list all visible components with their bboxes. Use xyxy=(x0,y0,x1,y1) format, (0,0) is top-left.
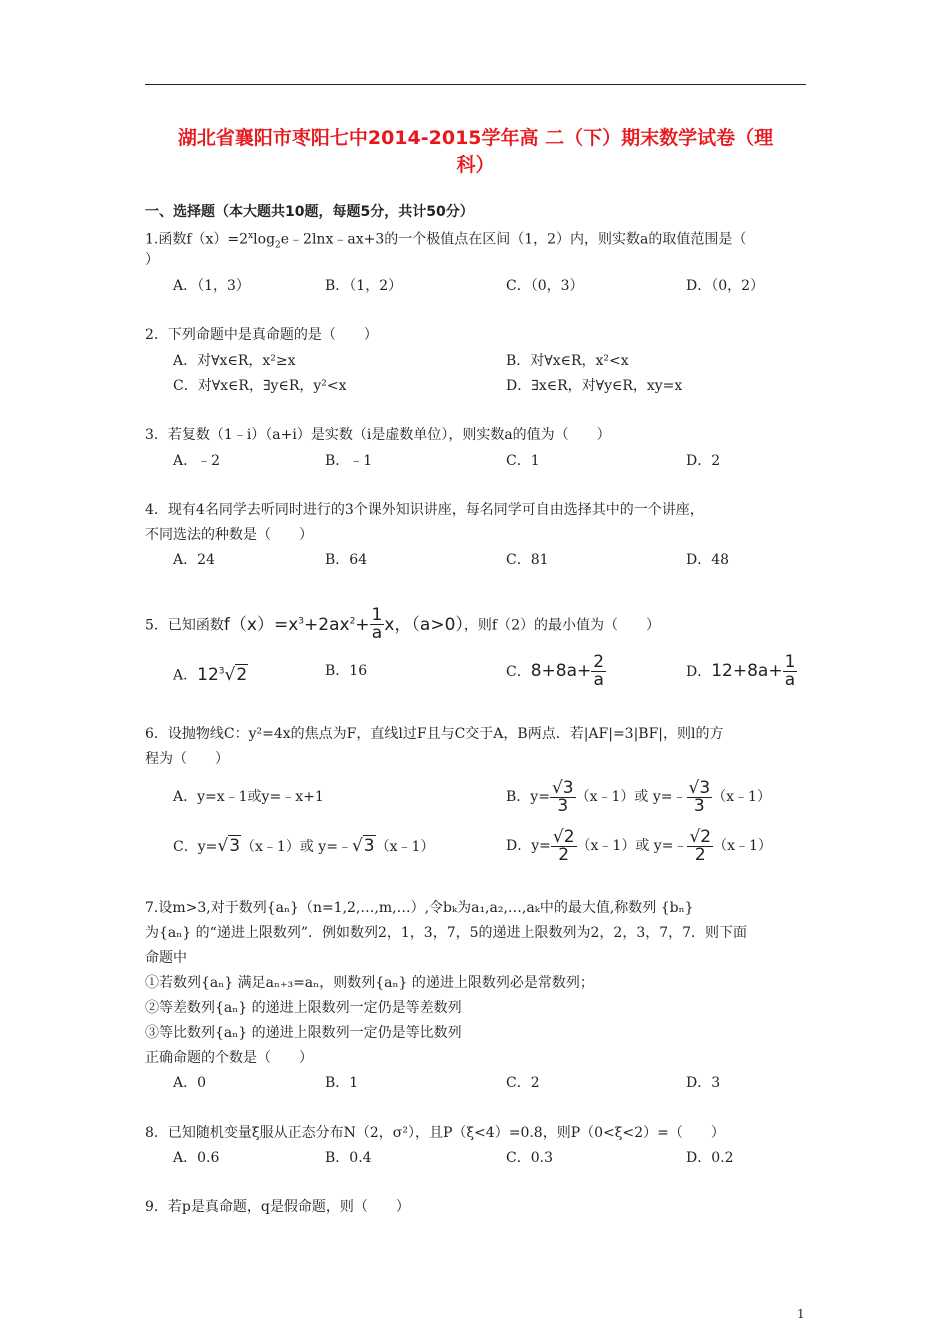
q3-option-c: C．1 xyxy=(506,453,540,469)
q5-option-a: A．$12^3√2$ xyxy=(173,664,248,685)
document-title xyxy=(145,125,806,179)
q8-option-c: C．0.3 xyxy=(506,1150,553,1166)
q1-stem-line1: 1.函数$f(x)=2^x\log_2e﹣2\ln x﹣ax+3$的一个极值点在区间（1，2）内，则实数a的取值范围是（ xyxy=(145,231,747,251)
q5-stem: 5．已知函数$f(x)=x^3+2ax^2+$ $\frac{1}{a}$ x，（a>0），则f（2）的最小值为（ ） xyxy=(145,605,661,644)
q6-option-c: C．y=√3（x﹣1）或 y=﹣√3（x﹣1） xyxy=(173,836,435,856)
q5-fraction: $\frac{1}{a}$ xyxy=(371,605,383,644)
q4-stem-line2: 不同选法的种数是（ ） xyxy=(145,527,313,543)
q6-stem-line2: 程为（ ） xyxy=(145,751,229,767)
q7-stem-line2: 为{aₙ} 的“递进上限数列”．例如数列2，1，3，7，5的递进上限数列为2，2，3，7，7．则下面 xyxy=(145,925,748,941)
q5-option-d: D．12+8a+ $\frac{1}{a}$ xyxy=(686,651,796,690)
page-number: 1 xyxy=(797,1307,805,1321)
q3-option-d: D．2 xyxy=(686,453,721,469)
q2-option-c: C．对∀x∈R，∃y∈R，y²<x xyxy=(173,378,347,394)
q7-stem-line1: 7.设m>3,对于数列{aₙ}（n=1,2,…,m,…）,令bₖ为a₁,a₂,…,aₖ中的最大值,称数列 {bₙ} xyxy=(145,900,694,916)
header-rule xyxy=(145,84,806,85)
q4-option-d: D．48 xyxy=(686,552,730,568)
q7-statement-1: ①若数列{aₙ} 满足aₙ₊₃=aₙ，则数列{aₙ} 的递进上限数列必是常数列； xyxy=(145,975,594,991)
q7-statement-2: ②等差数列{aₙ} 的递进上限数列一定仍是等差数列 xyxy=(145,1000,462,1016)
q2-option-a: A．对∀x∈R，x²≥x xyxy=(173,353,296,369)
q9-stem: 9．若p是真命题，q是假命题，则（ ） xyxy=(145,1199,410,1215)
q8-option-a: A．0.6 xyxy=(173,1150,220,1166)
q2-option-d: D．∃x∈R，对∀y∈R，xy=x xyxy=(506,378,683,394)
q6-option-b: B．y= $\frac{√3}{3}$ （x﹣1）或 y=﹣ $\frac{√3}{3}$ （x﹣1） xyxy=(506,777,771,816)
q8-option-d: D．0.2 xyxy=(686,1150,734,1166)
q5-option-b: B．16 xyxy=(325,663,368,679)
title-line-2: 科） xyxy=(456,154,495,176)
q3-stem: 3．若复数（1﹣i）（a+i）是实数（i是虚数单位），则实数a的值为（ ） xyxy=(145,427,611,443)
q8-option-b: B．0.4 xyxy=(325,1150,372,1166)
q1-stem-line2: ） xyxy=(145,252,159,268)
q4-option-b: B．64 xyxy=(325,552,368,568)
q8-stem: 8．已知随机变量ξ服从正态分布N（2，σ²），且P（ξ<4）=0.8，则P（0<ξ<2）=（ ） xyxy=(145,1125,725,1141)
section-heading: 一、选择题（本大题共10题，每题5分，共计50分） xyxy=(145,204,474,220)
q7-option-a: A．0 xyxy=(173,1075,207,1091)
q7-statement-3: ③等比数列{aₙ} 的递进上限数列一定仍是等比数列 xyxy=(145,1025,462,1041)
title-line-1: 湖北省襄阳市枣阳七中2014-2015学年高 二（下）期末数学试卷（理 xyxy=(177,127,774,149)
q7-stem-line3: 命题中 xyxy=(145,950,187,966)
q6-option-a: A．y=x﹣1或y=﹣x+1 xyxy=(173,789,324,805)
q2-option-b: B．对∀x∈R，x²<x xyxy=(506,353,629,369)
q6-stem-line1: 6．设抛物线C：y²=4x的焦点为F，直线l过F且与C交于A，B两点．若|AF|=3|BF|，则l的方 xyxy=(145,726,724,742)
q4-option-a: A．24 xyxy=(173,552,215,568)
q2-stem: 2．下列命题中是真命题的是（ ） xyxy=(145,327,378,343)
q7-option-b: B．1 xyxy=(325,1075,359,1091)
q1-option-d: D．（0，2） xyxy=(686,278,765,294)
q4-option-c: C．81 xyxy=(506,552,549,568)
q1-option-b: B．（1，2） xyxy=(325,278,403,294)
q1-option-a: A．（1，3） xyxy=(173,278,250,294)
q7-option-d: D．3 xyxy=(686,1075,721,1091)
q3-option-b: B．﹣1 xyxy=(325,453,373,469)
q4-stem-line1: 4．现有4名同学去听同时进行的3个课外知识讲座，每名同学可自由选择其中的一个讲座， xyxy=(145,502,704,518)
q7-ask: 正确命题的个数是（ ） xyxy=(145,1050,313,1066)
q3-option-a: A．﹣2 xyxy=(173,453,221,469)
q6-option-d: D．y= $\frac{√2}{2}$ （x﹣1）或 y=﹣ $\frac{√2}{2}$ （x﹣1） xyxy=(506,826,772,865)
q7-option-c: C．2 xyxy=(506,1075,540,1091)
q1-option-c: C．（0，3） xyxy=(506,278,584,294)
q5-option-c: C．8+8a+ $\frac{2}{a}$ xyxy=(506,651,605,690)
